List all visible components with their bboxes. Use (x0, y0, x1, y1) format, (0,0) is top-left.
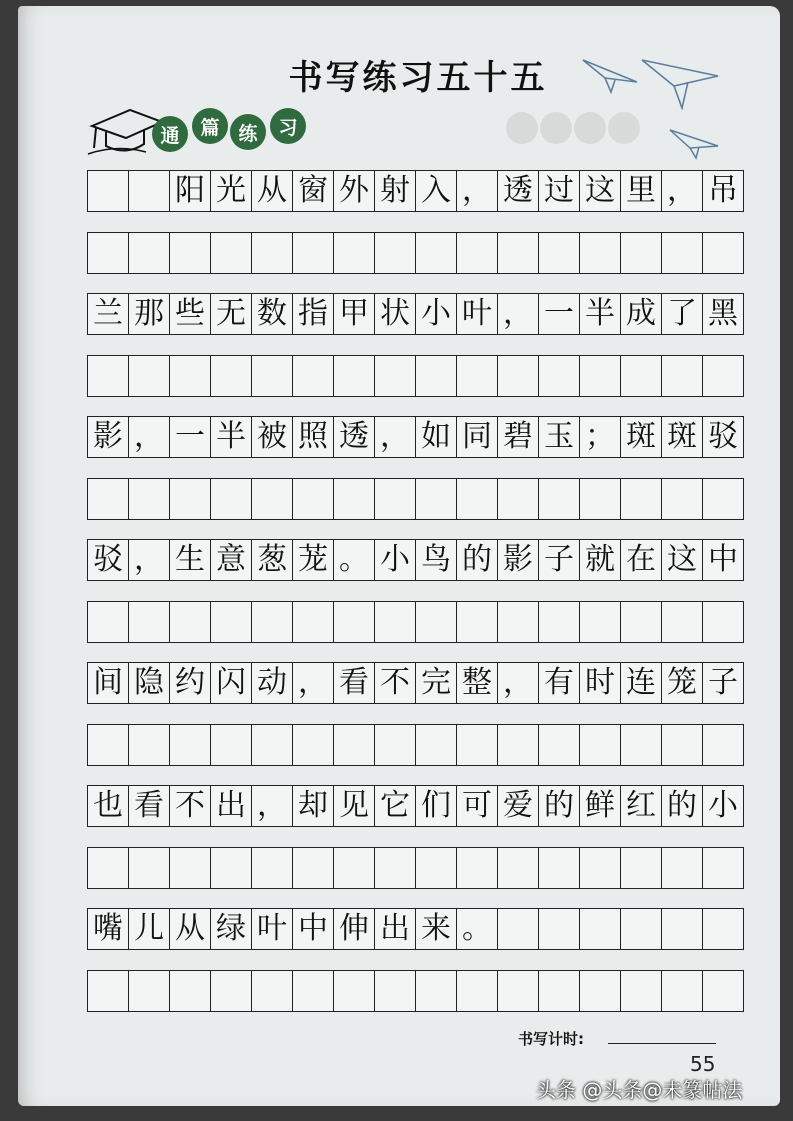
practice-cell[interactable] (252, 479, 293, 519)
practice-row[interactable] (87, 478, 744, 520)
grid-cell: 在 (621, 540, 662, 580)
bleed-through-decoration (504, 108, 644, 148)
practice-cell[interactable] (662, 971, 703, 1011)
practice-cell[interactable] (252, 356, 293, 396)
practice-cell[interactable] (252, 602, 293, 642)
practice-cell[interactable] (457, 356, 498, 396)
practice-cell[interactable] (539, 848, 580, 888)
grid-cell: 甲 (334, 294, 375, 334)
grid-cell: 玉 (539, 417, 580, 457)
practice-cell[interactable] (252, 725, 293, 765)
paper-plane-icon (668, 126, 720, 160)
page-number: 55 (690, 1052, 716, 1076)
grid-cell: 来 (416, 909, 457, 949)
grid-cell: 。 (334, 540, 375, 580)
grid-cell: 中 (708, 542, 738, 577)
grid-cell: 光 (211, 171, 252, 211)
practice-cell[interactable] (498, 479, 539, 519)
grid-cell: 也 (88, 786, 129, 826)
grid-cell: ； (580, 417, 621, 457)
grid-cell: 些 (170, 294, 211, 334)
practice-cell[interactable] (88, 848, 129, 888)
practice-cell[interactable] (88, 233, 129, 273)
practice-cell[interactable] (334, 233, 375, 273)
practice-cell[interactable] (416, 233, 457, 273)
section-badge: 篇 (192, 108, 228, 144)
grid-cell: ， (293, 663, 334, 703)
practice-cell[interactable] (170, 356, 211, 396)
section-badge: 习 (270, 108, 306, 144)
grid-cell (621, 909, 662, 949)
grid-cell: 不 (375, 663, 416, 703)
grid-cell: 了 (662, 294, 703, 334)
grid-cell: 这 (662, 540, 703, 580)
grid-cell: 里 (621, 171, 662, 211)
grid-cell: 意 (211, 540, 252, 580)
grid-cell: 指 (293, 294, 334, 334)
text-row (87, 416, 744, 458)
grid-cell: 出 (211, 786, 252, 826)
practice-cell[interactable] (375, 725, 416, 765)
grid-cell: 嘴 (88, 909, 129, 949)
grid-cell: 影 (498, 540, 539, 580)
grid-cell: 完 (416, 663, 457, 703)
practice-cell[interactable] (457, 602, 498, 642)
practice-cell[interactable] (498, 848, 539, 888)
text-row (87, 539, 744, 581)
grid-cell: 鸟 (416, 540, 457, 580)
grid-cell: 透 (334, 417, 375, 457)
grid-cell: 笼 (662, 663, 703, 703)
practice-cell[interactable] (170, 725, 211, 765)
grid-cell: 从 (252, 171, 293, 211)
practice-cell[interactable] (88, 971, 129, 1011)
grid-cell: 看 (334, 663, 375, 703)
grid-cell: 红 (621, 786, 662, 826)
practice-cell[interactable] (662, 602, 703, 642)
practice-cell[interactable] (129, 848, 170, 888)
practice-cell[interactable] (88, 602, 129, 642)
grid-cell: 碧 (498, 417, 539, 457)
practice-cell[interactable] (170, 971, 211, 1011)
text-row (87, 908, 744, 950)
practice-cell[interactable] (416, 971, 457, 1011)
practice-cell[interactable] (334, 725, 375, 765)
grid-cell: 成 (621, 294, 662, 334)
practice-cell[interactable] (621, 725, 662, 765)
practice-row[interactable] (87, 232, 744, 274)
practice-cell[interactable] (129, 479, 170, 519)
practice-cell[interactable] (88, 725, 129, 765)
text-row (87, 662, 744, 704)
grid-cell: 有 (539, 663, 580, 703)
grid-cell: 茏 (293, 540, 334, 580)
practice-cell[interactable] (662, 725, 703, 765)
text-row (87, 785, 744, 827)
watermark-text: 头条 @头条@未篆帖法 (536, 1078, 743, 1102)
grid-cell: 见 (334, 786, 375, 826)
grid-cell: 吊 (708, 173, 738, 208)
practice-cell[interactable] (539, 971, 580, 1011)
grid-cell: 却 (293, 786, 334, 826)
grid-cell: 它 (375, 786, 416, 826)
text-row (87, 293, 744, 335)
practice-cell[interactable] (129, 971, 170, 1011)
grid-cell: 子 (539, 540, 580, 580)
grid-cell: 们 (416, 786, 457, 826)
practice-cell[interactable] (703, 602, 743, 642)
practice-cell[interactable] (662, 233, 703, 273)
section-badge: 练 (230, 114, 266, 150)
grid-cell: 叶 (252, 909, 293, 949)
grid-cell: 半 (211, 417, 252, 457)
practice-cell[interactable] (252, 233, 293, 273)
grid-cell: ， (252, 786, 293, 826)
practice-cell[interactable] (457, 848, 498, 888)
practice-row[interactable] (87, 724, 744, 766)
practice-cell[interactable] (621, 971, 662, 1011)
grid-cell: 窗 (293, 171, 334, 211)
grid-cell: 。 (457, 909, 498, 949)
grid-cell: 儿 (129, 909, 170, 949)
workbook-page (18, 6, 780, 1106)
grid-cell: 叶 (457, 294, 498, 334)
practice-cell[interactable] (252, 971, 293, 1011)
practice-cell[interactable] (498, 356, 539, 396)
practice-cell[interactable] (334, 848, 375, 888)
grid-cell: 看 (129, 786, 170, 826)
paper-plane-icon (640, 56, 720, 110)
grid-cell (580, 909, 621, 949)
writing-timer-line (608, 1043, 716, 1044)
practice-cell[interactable] (211, 356, 252, 396)
practice-cell[interactable] (703, 725, 743, 765)
grid-cell: ， (129, 540, 170, 580)
grid-cell: 影 (88, 417, 129, 457)
grid-cell: 一 (170, 417, 211, 457)
practice-cell[interactable] (211, 602, 252, 642)
practice-cell[interactable] (416, 602, 457, 642)
grid-cell (498, 909, 539, 949)
practice-cell[interactable] (211, 725, 252, 765)
grid-cell: 就 (580, 540, 621, 580)
practice-cell[interactable] (334, 602, 375, 642)
grid-cell: 小 (708, 788, 738, 823)
practice-row[interactable] (87, 355, 744, 397)
practice-cell[interactable] (539, 233, 580, 273)
practice-cell[interactable] (334, 356, 375, 396)
grid-cell: 驳 (88, 540, 129, 580)
practice-cell[interactable] (539, 725, 580, 765)
grid-cell: 数 (252, 294, 293, 334)
practice-row[interactable] (87, 601, 744, 643)
grid-cell: 状 (375, 294, 416, 334)
grid-cell: 可 (457, 786, 498, 826)
practice-cell[interactable] (375, 848, 416, 888)
practice-cell[interactable] (662, 356, 703, 396)
practice-cell[interactable] (498, 602, 539, 642)
grid-cell: 出 (375, 909, 416, 949)
grid-cell: 一 (539, 294, 580, 334)
grid-cell: 从 (170, 909, 211, 949)
practice-cell[interactable] (293, 971, 334, 1011)
grid-cell: ， (662, 171, 703, 211)
practice-cell[interactable] (621, 356, 662, 396)
practice-cell[interactable] (375, 233, 416, 273)
grid-cell: ， (498, 294, 539, 334)
practice-cell[interactable] (703, 848, 743, 888)
grid-cell: 小 (416, 294, 457, 334)
grid-cell: 斑 (662, 417, 703, 457)
practice-cell[interactable] (211, 971, 252, 1011)
practice-cell[interactable] (457, 233, 498, 273)
grid-cell: 动 (252, 663, 293, 703)
grid-cell: 闪 (211, 663, 252, 703)
grid-cell: 时 (580, 663, 621, 703)
practice-cell[interactable] (662, 848, 703, 888)
grid-cell: 被 (252, 417, 293, 457)
practice-cell[interactable] (129, 233, 170, 273)
grid-cell: ， (457, 171, 498, 211)
grid-cell: 射 (375, 171, 416, 211)
grid-cell (662, 909, 703, 949)
grid-cell (539, 909, 580, 949)
grid-cell: 连 (621, 663, 662, 703)
grid-cell (88, 171, 129, 211)
grid-cell: 约 (170, 663, 211, 703)
practice-cell[interactable] (88, 356, 129, 396)
practice-cell[interactable] (170, 848, 211, 888)
grid-cell: 同 (457, 417, 498, 457)
practice-cell[interactable] (170, 479, 211, 519)
grid-cell: ， (498, 663, 539, 703)
practice-cell[interactable] (211, 233, 252, 273)
grid-cell: 如 (416, 417, 457, 457)
practice-cell[interactable] (580, 725, 621, 765)
practice-cell[interactable] (375, 971, 416, 1011)
practice-cell[interactable] (416, 848, 457, 888)
page-title: 书写练习五十五 (288, 58, 548, 98)
grid-cell: 不 (170, 786, 211, 826)
paper-plane-icon (581, 52, 641, 96)
grid-cell: 阳 (170, 171, 211, 211)
grid-cell: 黑 (708, 296, 738, 331)
grid-cell: 的 (662, 786, 703, 826)
practice-cell[interactable] (293, 602, 334, 642)
writing-timer-label: 书写计时: (518, 1030, 584, 1048)
text-row (87, 170, 744, 212)
practice-cell[interactable] (416, 725, 457, 765)
grid-cell: ， (375, 417, 416, 457)
practice-cell[interactable] (416, 356, 457, 396)
practice-cell[interactable] (703, 356, 743, 396)
grid-cell: 那 (129, 294, 170, 334)
grid-cell: 无 (211, 294, 252, 334)
practice-cell[interactable] (334, 479, 375, 519)
grid-cell: ， (129, 417, 170, 457)
grid-cell: 小 (375, 540, 416, 580)
grid-cell (129, 171, 170, 211)
grid-cell: 这 (580, 171, 621, 211)
grid-cell: 的 (457, 540, 498, 580)
grid-cell: 照 (293, 417, 334, 457)
practice-cell[interactable] (375, 479, 416, 519)
grid-cell: 伸 (334, 909, 375, 949)
grid-cell: 过 (539, 171, 580, 211)
practice-cell[interactable] (580, 233, 621, 273)
practice-cell[interactable] (539, 356, 580, 396)
grid-cell: 间 (88, 663, 129, 703)
practice-cell[interactable] (580, 602, 621, 642)
grid-cell: 绿 (211, 909, 252, 949)
grid-cell: 子 (708, 665, 738, 700)
practice-cell[interactable] (416, 479, 457, 519)
grid-cell: 爱 (498, 786, 539, 826)
practice-cell[interactable] (293, 356, 334, 396)
practice-cell[interactable] (580, 848, 621, 888)
grid-cell: 整 (457, 663, 498, 703)
grid-cell: 兰 (88, 294, 129, 334)
practice-cell[interactable] (621, 848, 662, 888)
practice-cell[interactable] (293, 233, 334, 273)
practice-cell[interactable] (293, 848, 334, 888)
practice-cell[interactable] (129, 602, 170, 642)
practice-cell[interactable] (252, 848, 293, 888)
practice-cell[interactable] (580, 356, 621, 396)
practice-cell[interactable] (334, 971, 375, 1011)
practice-cell[interactable] (621, 602, 662, 642)
practice-cell[interactable] (293, 479, 334, 519)
grid-cell: 中 (293, 909, 334, 949)
practice-cell[interactable] (375, 602, 416, 642)
practice-cell[interactable] (539, 602, 580, 642)
practice-cell[interactable] (703, 479, 743, 519)
practice-cell[interactable] (211, 479, 252, 519)
practice-row[interactable] (87, 847, 744, 889)
grid-cell: 外 (334, 171, 375, 211)
practice-cell[interactable] (129, 725, 170, 765)
practice-cell[interactable] (457, 479, 498, 519)
practice-cell[interactable] (498, 725, 539, 765)
practice-cell[interactable] (621, 479, 662, 519)
grid-cell: 隐 (129, 663, 170, 703)
practice-cell[interactable] (498, 971, 539, 1011)
grid-cell: 驳 (708, 419, 738, 454)
practice-cell[interactable] (170, 602, 211, 642)
practice-cell[interactable] (170, 233, 211, 273)
practice-cell[interactable] (703, 233, 743, 273)
practice-cell[interactable] (457, 725, 498, 765)
practice-cell[interactable] (211, 848, 252, 888)
grid-cell (703, 909, 743, 949)
grid-cell: 葱 (252, 540, 293, 580)
practice-cell[interactable] (457, 971, 498, 1011)
grid-cell: 透 (498, 171, 539, 211)
practice-cell[interactable] (580, 479, 621, 519)
practice-cell[interactable] (703, 971, 743, 1011)
grid-cell: 入 (416, 171, 457, 211)
practice-cell[interactable] (498, 233, 539, 273)
grid-cell: 鲜 (580, 786, 621, 826)
grid-cell: 生 (170, 540, 211, 580)
section-badge: 通 (152, 116, 188, 152)
practice-cell[interactable] (662, 479, 703, 519)
practice-cell[interactable] (129, 356, 170, 396)
practice-row[interactable] (87, 970, 744, 1012)
grid-cell: 的 (539, 786, 580, 826)
practice-cell[interactable] (539, 479, 580, 519)
grid-cell: 斑 (621, 417, 662, 457)
practice-cell[interactable] (580, 971, 621, 1011)
practice-cell[interactable] (375, 356, 416, 396)
practice-cell[interactable] (88, 479, 129, 519)
practice-cell[interactable] (293, 725, 334, 765)
practice-cell[interactable] (621, 233, 662, 273)
grid-cell: 半 (580, 294, 621, 334)
